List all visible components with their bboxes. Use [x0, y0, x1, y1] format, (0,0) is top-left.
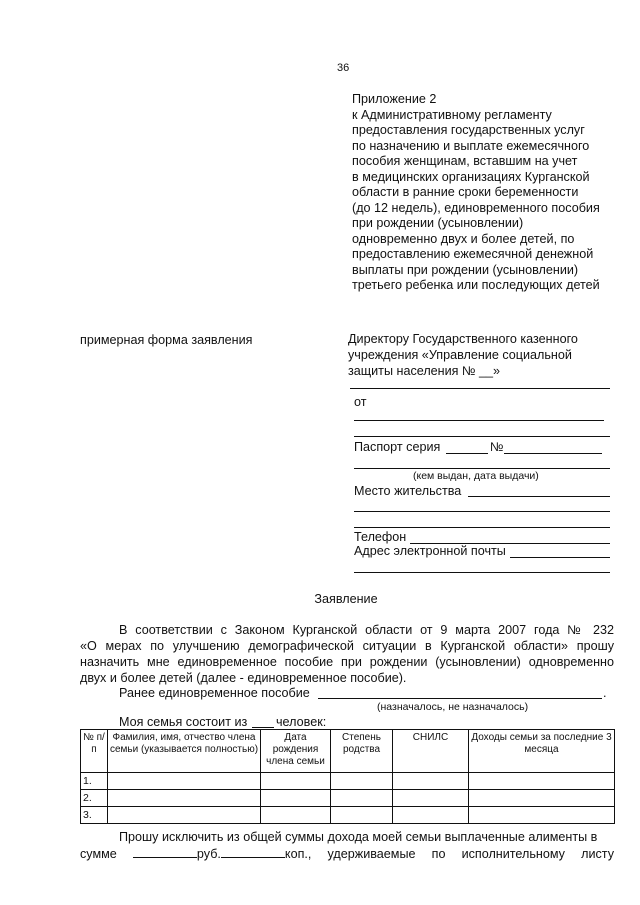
- appendix-line: пособия женщинам, вставшим на учет: [352, 154, 578, 168]
- body-line: «О мерах по улучшению демографической ситуации в Курганской области» прошу: [80, 639, 614, 653]
- income-cell[interactable]: [469, 807, 615, 824]
- body-line: В соответствии с Законом Курганской области от 9 марта 2007 года № 232: [119, 623, 614, 637]
- appendix-line: предоставлению ежемесячной денежной: [352, 247, 594, 261]
- issued-hint: (кем выдан, дата выдачи): [413, 470, 539, 482]
- from-label: от: [354, 395, 367, 409]
- row-number: 2.: [81, 790, 108, 807]
- passport-series-label: Паспорт серия: [354, 440, 441, 454]
- body-line: двух и более детей (далее - единовременное пособие).: [80, 671, 407, 685]
- header-num: № п/п: [81, 730, 108, 773]
- header-income: Доходы семьи за последние 3 месяца: [469, 730, 615, 773]
- applicant-line[interactable]: [350, 388, 610, 389]
- body-line: назначить мне единовременное пособие при рождении (усыновлении) одновременно: [80, 655, 614, 669]
- by-word: по: [431, 847, 446, 861]
- earlier-benefit-label: Ранее единовременное пособие: [119, 686, 310, 700]
- appendix-line: выплаты при рождении (усыновлении): [352, 262, 579, 277]
- sum-fields: [133, 846, 312, 863]
- phone-label: Телефон: [354, 530, 407, 544]
- alimony-line: Прошу исключить из общей суммы дохода моей семьи выплаченные алименты в: [119, 830, 598, 844]
- row-number: 1.: [81, 773, 108, 790]
- alimony-line: [80, 846, 614, 863]
- table-row: [81, 790, 615, 807]
- snils-cell[interactable]: [393, 807, 469, 824]
- email-line[interactable]: [354, 572, 610, 573]
- appendix-line: при рождении (усыновлении): [352, 216, 524, 230]
- passport-number-label: №: [490, 440, 504, 454]
- email-label: Адрес электронной почты: [354, 544, 506, 558]
- earlier-benefit-field[interactable]: [318, 698, 602, 699]
- snils-cell[interactable]: [393, 773, 469, 790]
- form-note: примерная форма заявления: [80, 333, 253, 347]
- table-row: [81, 807, 615, 824]
- appendix-line: в медицинских организациях Курганской: [352, 169, 590, 184]
- document-title: Заявление: [314, 592, 378, 606]
- sum-label: сумме: [80, 847, 117, 861]
- email-field[interactable]: [510, 557, 610, 558]
- residence-line[interactable]: [354, 511, 610, 512]
- family-count-field[interactable]: [252, 727, 274, 728]
- family-count-suffix: человек:: [276, 715, 327, 729]
- income-cell[interactable]: [469, 773, 615, 790]
- addressee-line: защиты населения № __»: [348, 364, 501, 378]
- header-birth: Дата рождения члена семьи: [261, 730, 331, 773]
- name-cell[interactable]: [108, 773, 261, 790]
- withheld-word: удерживаемые: [327, 847, 416, 861]
- executive-word: исполнительному: [461, 847, 565, 861]
- relation-cell[interactable]: [331, 790, 393, 807]
- appendix-line: третьего ребенка или последующих детей: [352, 278, 600, 292]
- family-table: [80, 729, 615, 824]
- earlier-benefit-hint: (назначалось, не назначалось): [377, 701, 529, 713]
- page-number: 36: [337, 62, 350, 74]
- row-number: 3.: [81, 807, 108, 824]
- rub-field[interactable]: [133, 846, 197, 858]
- relation-cell[interactable]: [331, 807, 393, 824]
- appendix-line: предоставления государственных услуг: [352, 123, 585, 137]
- application-body: [80, 622, 614, 686]
- rub-label: руб.: [196, 847, 221, 861]
- residence-line[interactable]: [354, 527, 610, 528]
- family-count-label: Моя семья состоит из: [119, 715, 248, 729]
- applicant-line[interactable]: [354, 436, 610, 437]
- passport-number-field[interactable]: [504, 453, 602, 454]
- appendix-header: [352, 92, 627, 294]
- appendix-line: по назначению и выплате ежемесячного: [352, 138, 590, 153]
- table-row: [81, 773, 615, 790]
- kop-label: коп.,: [284, 847, 312, 861]
- passport-issued-line[interactable]: [354, 468, 610, 469]
- alimony-paragraph: [80, 829, 614, 863]
- name-cell[interactable]: [108, 790, 261, 807]
- appendix-line: к Административному регламенту: [352, 107, 552, 122]
- appendix-line: (до 12 недель), единовременного пособия: [352, 200, 600, 215]
- passport-series-field[interactable]: [446, 453, 488, 454]
- snils-cell[interactable]: [393, 790, 469, 807]
- header-relation: Степень родства: [331, 730, 393, 773]
- header-snils: СНИЛС: [393, 730, 469, 773]
- appendix-line: области в ранние сроки беременности: [352, 185, 579, 199]
- earlier-benefit-end: .: [603, 686, 607, 700]
- kop-field[interactable]: [221, 846, 285, 858]
- name-cell[interactable]: [108, 807, 261, 824]
- sheet-word: листу: [581, 847, 614, 861]
- appendix-line: Приложение 2: [352, 92, 437, 106]
- relation-cell[interactable]: [331, 773, 393, 790]
- addressee-line: учреждения «Управление социальной: [348, 348, 572, 362]
- header-name: Фамилия, имя, отчество члена семьи (указывается полностью): [108, 730, 261, 773]
- residence-field[interactable]: [468, 496, 610, 497]
- addressee-line: Директору Государственного казенного: [348, 332, 578, 346]
- from-line[interactable]: [354, 420, 604, 421]
- birth-cell[interactable]: [261, 790, 331, 807]
- appendix-line: одновременно двух и более детей, по: [352, 231, 575, 246]
- birth-cell[interactable]: [261, 773, 331, 790]
- addressee-block: [348, 331, 628, 379]
- income-cell[interactable]: [469, 790, 615, 807]
- table-header-row: [81, 730, 615, 773]
- residence-label: Место жительства: [354, 484, 462, 498]
- birth-cell[interactable]: [261, 807, 331, 824]
